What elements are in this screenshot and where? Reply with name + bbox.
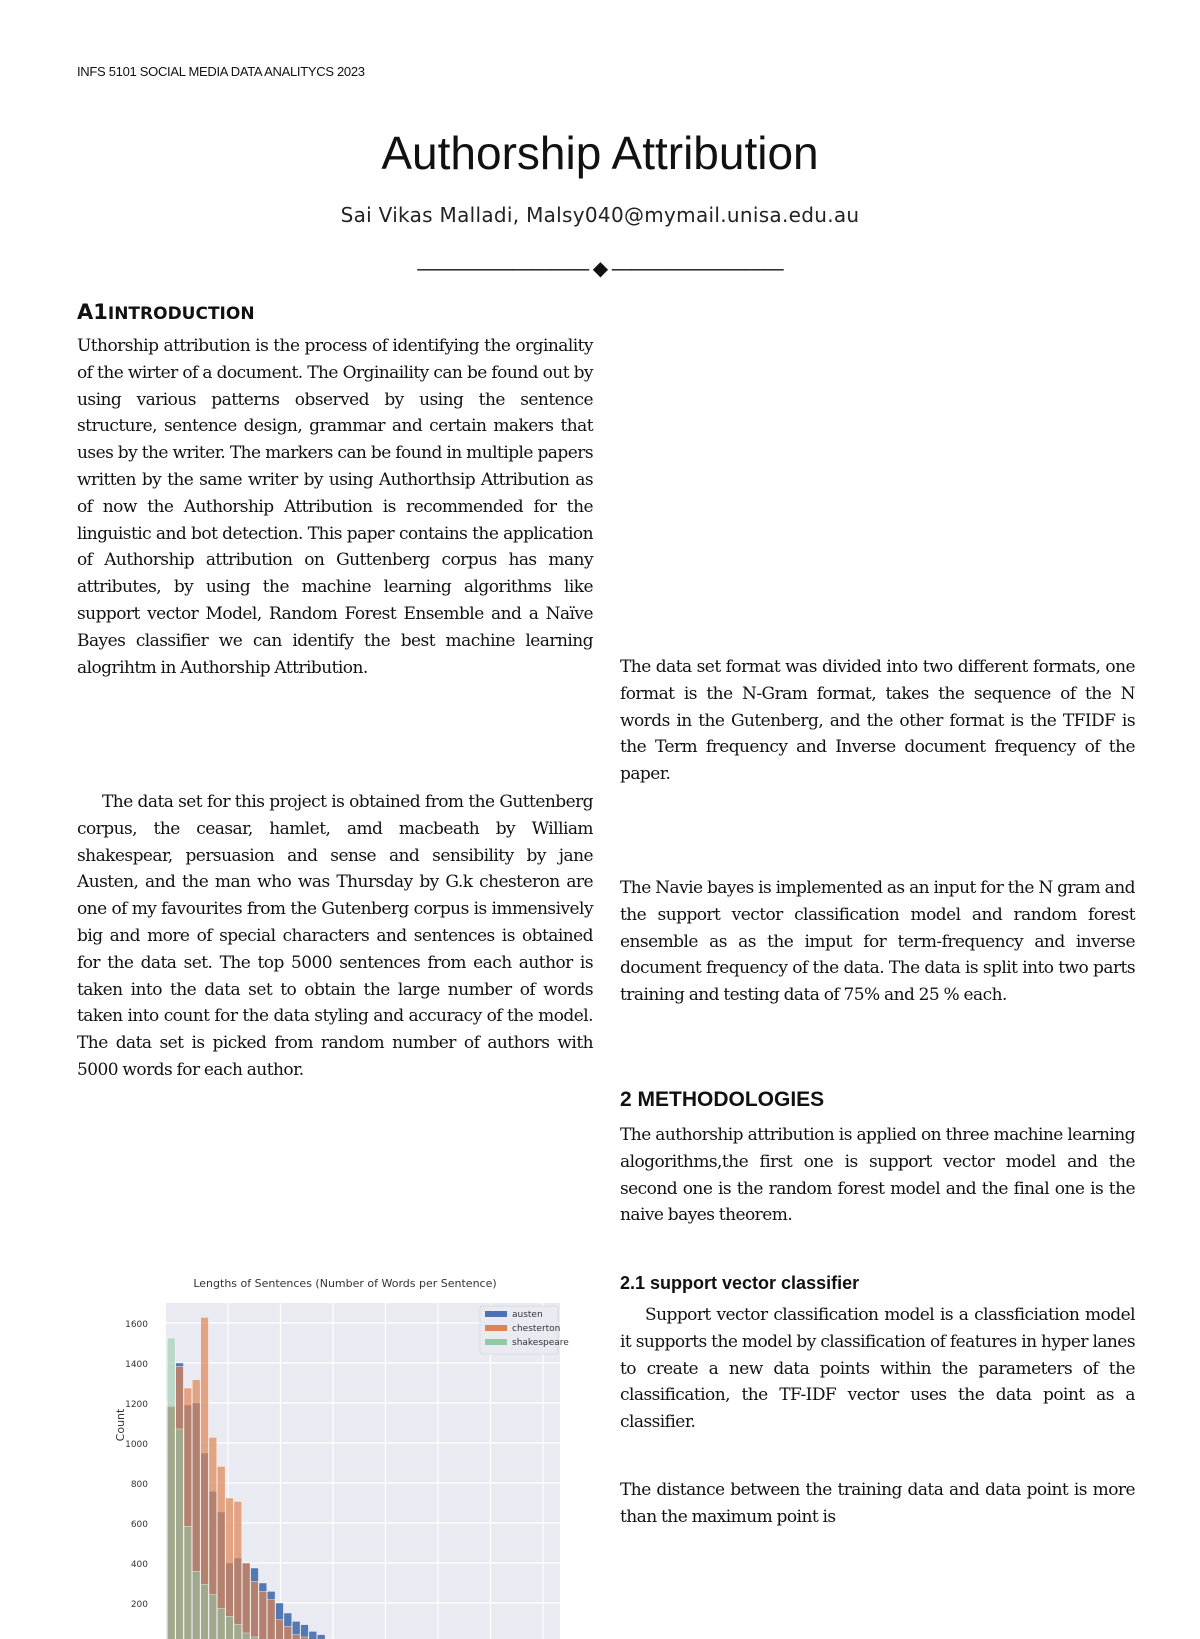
intro-paragraph-1: Uthorship attribution is the process of identifying the orginality of the wirter of a document. The Orginaility can be found out by using various patterns observed by using the sentence structure, sentence design, grammar and certain makers that uses by the writer. The markers can be found in multiple papers written by the same writer by using Authorthsip Attribution as of now the Authorship Attribution is recommended for the linguistic and bot detection. This paper contains the application of Authorship attribution on Guttenberg corpus has many attributes, by using the machine learning algorithms like support vector Model, Random Forest Ensemble and a Naïve Bayes classifier we can identify the best machine learning alogrihtm in Authorship Attribution. xyxy=(77,336,593,678)
bar-chesterton xyxy=(234,1501,242,1639)
methods-heading: 2 METHODOLOGIES xyxy=(620,1088,825,1111)
y-tick-label: 1200 xyxy=(125,1400,148,1410)
bar-chesterton xyxy=(267,1600,275,1639)
intro-heading-text: INTRODUCTION xyxy=(107,304,255,324)
bar-chesterton xyxy=(251,1581,259,1639)
intro-paragraph-2: The data set for this project is obtained from the Guttenberg corpus, the ceasar, hamlet, amd macbeath by William shakespear, persuasion and sense and sensibility by jane Austen, and the man who was Thursday by G.k chesteron are one of my favourites from the Gutenberg corpus is immensively big and more of special characters and sentences is obtained for the data set. The top 5000 sentences from each author is taken into the data set to obtain the large number of words taken into count for the data styling and accuracy of the model. The data set is picked from random number of authors with 5000 words for each author. xyxy=(77,792,593,1080)
y-tick-label: 1400 xyxy=(125,1360,148,1370)
bar-chesterton xyxy=(242,1563,250,1639)
bar-shakespeare xyxy=(176,1429,184,1639)
bar-chesterton xyxy=(284,1626,292,1639)
y-tick-label: 600 xyxy=(130,1520,148,1530)
y-tick-label: 200 xyxy=(130,1600,148,1610)
bar-austen xyxy=(309,1631,317,1639)
intro-heading-number: A1 xyxy=(77,300,108,324)
legend-label-austen: austen xyxy=(512,1310,543,1320)
y-tick-label: 800 xyxy=(130,1480,148,1490)
bar-chesterton xyxy=(292,1635,300,1639)
bar-chesterton xyxy=(259,1591,267,1639)
bar-shakespeare xyxy=(167,1338,175,1639)
running-header: INFS 5101 SOCIAL MEDIA DATA ANALITYCS 2023 xyxy=(77,64,365,79)
intro-heading xyxy=(77,300,593,324)
author-line: Sai Vikas Malladi, Malsy040@mymail.unisa.edu.au xyxy=(340,203,860,227)
sentence-length-histogram xyxy=(100,1275,570,1639)
bar-shakespeare xyxy=(234,1625,242,1639)
bar-shakespeare xyxy=(226,1616,234,1639)
legend-swatch-chesterton xyxy=(485,1325,507,1331)
svc-paragraph-1: Support vector classification model is a classficiation model it supports the model by classification of features in hyper lanes to create a new data points within the parameters of the classification, the TF-IDF vector uses the data point as a classifier. xyxy=(620,1305,1135,1433)
svc-paragraph-2: The distance between the training data and data point is more than the maximum point is xyxy=(620,1480,1135,1527)
bar-shakespeare xyxy=(209,1595,217,1639)
intro-paragraph-4: The Navie bayes is implemented as an input for the N gram and the support vector classification model and random forest ensemble as as the imput for term-frequency and inverse document frequency of the data. The data is split into two parts training and testing data of 75% and 25 % each. xyxy=(620,878,1135,1006)
y-axis-label: Count xyxy=(114,1408,127,1442)
bar-shakespeare xyxy=(242,1633,250,1639)
section-divider: ————————— ◆ ————————— xyxy=(417,258,783,280)
y-tick-label: 1000 xyxy=(125,1440,148,1450)
bar-shakespeare xyxy=(184,1526,192,1639)
legend-label-chesterton: chesterton xyxy=(512,1324,561,1334)
bar-shakespeare xyxy=(201,1585,209,1639)
legend-swatch-austen xyxy=(485,1311,507,1317)
methods-paragraph-1: The authorship attribution is applied on three machine learning alogorithms,the first one is support vector model and the second one is the random forest model and the final one is the naive bayes theorem. xyxy=(620,1125,1135,1226)
intro-paragraph-3: The data set format was divided into two different formats, one format is the N-Gram format, takes the sequence of the N words in the Gutenberg, and the other format is the TFIDF is the Term frequency and Inverse document frequency of the paper. xyxy=(620,657,1135,785)
bar-chesterton xyxy=(276,1620,284,1639)
chart-title: Lengths of Sentences (Number of Words per Sentence) xyxy=(193,1277,497,1290)
y-tick-label: 400 xyxy=(130,1560,148,1570)
bar-shakespeare xyxy=(192,1571,200,1639)
svc-subheading: 2.1 support vector classifier xyxy=(620,1273,860,1293)
bar-shakespeare xyxy=(217,1609,225,1639)
legend-swatch-shakespeare xyxy=(485,1339,507,1345)
bar-austen xyxy=(317,1635,325,1639)
legend-label-shakespeare: shakespeare xyxy=(512,1338,569,1348)
y-tick-label: 1600 xyxy=(125,1320,148,1330)
chart-legend xyxy=(480,1306,569,1354)
paper-title: Authorship Attribution xyxy=(381,127,819,179)
